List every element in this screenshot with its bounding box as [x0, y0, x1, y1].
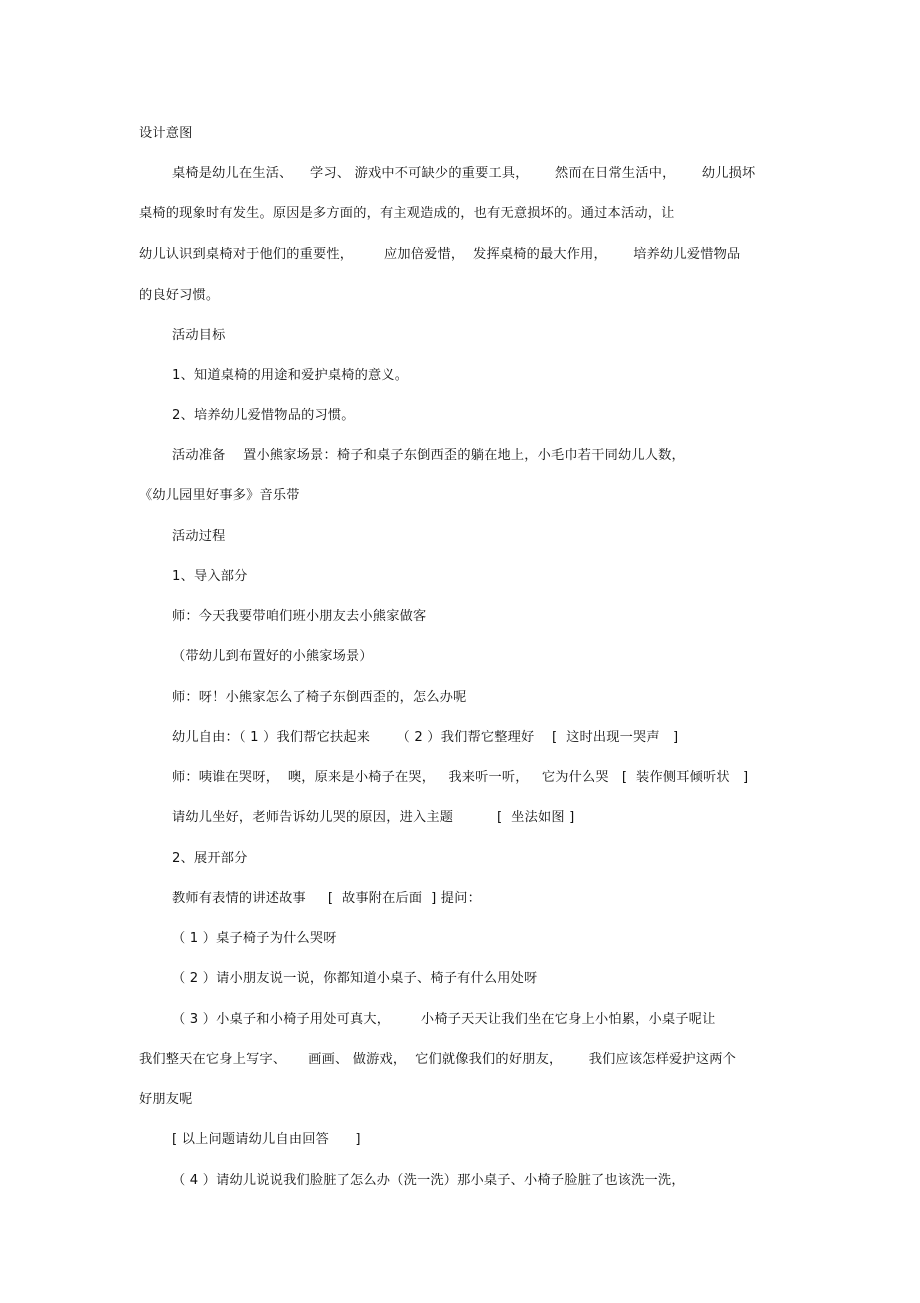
- dialogue-line: 师：咦谁在哭呀， 噢，原来是小椅子在哭， 我来听一听， 它为什么哭 [ 装作侧耳倾听状 ]: [172, 770, 749, 785]
- heading-design-intent: 设计意图: [139, 126, 193, 141]
- dialogue-line: 请幼儿坐好，老师告诉幼儿哭的原因，进入主题 [ 坐法如图 ]: [172, 810, 575, 825]
- list-item: 2、培养幼儿爱惜物品的习惯。: [172, 408, 355, 423]
- paragraph-line: 幼儿认识到桌椅对于他们的重要性， 应加倍爱惜， 发挥桌椅的最大作用， 培养幼儿爱惜物品: [139, 247, 741, 262]
- heading-activity-process: 活动过程: [172, 529, 226, 544]
- paragraph-line: 我们整天在它身上写字、 画画、 做游戏， 它们就像我们的好朋友， 我们应该怎样爱护这两个: [139, 1052, 736, 1067]
- paragraph-line: 的良好习惯。: [139, 288, 220, 303]
- paragraph-line: 活动准备 置小熊家场景：椅子和桌子东倒西歪的躺在地上，小毛巾若干同幼儿人数，: [172, 448, 685, 463]
- heading-activity-goals: 活动目标: [172, 328, 226, 343]
- dialogue-line: 幼儿自由：（ 1 ）我们帮它扶起来 （ 2 ）我们帮它整理好 [ 这时出现一哭声 ]: [172, 730, 679, 745]
- question-item: （ 4 ）请幼儿说说我们脸脏了怎么办（洗一洗）那小桌子、小椅子脸脏了也该洗一洗，: [172, 1173, 685, 1188]
- paragraph-line: 好朋友呢: [139, 1092, 193, 1107]
- dialogue-line: 师：呀！小熊家怎么了椅子东倒西歪的，怎么办呢: [172, 690, 467, 705]
- paragraph-line: 桌椅是幼儿在生活、 学习、 游戏中不可缺少的重要工具， 然而在日常生活中， 幼儿损坏: [172, 166, 756, 181]
- question-item: （ 2 ）请小朋友说一说，你都知道小桌子、椅子有什么用处呀: [172, 971, 538, 986]
- dialogue-line: 师：今天我要带咱们班小朋友去小熊家做客: [172, 609, 427, 624]
- note-line: [ 以上问题请幼儿自由回答 ]: [172, 1132, 361, 1147]
- question-item: （ 1 ）桌子椅子为什么哭呀: [172, 931, 337, 946]
- paragraph-line: 教师有表情的讲述故事 [ 故事附在后面 ] 提问：: [172, 891, 481, 906]
- section-heading: 2、展开部分: [172, 851, 248, 866]
- paragraph-line: 桌椅的现象时有发生。原因是多方面的，有主观造成的，也有无意损坏的。通过本活动，让: [139, 206, 675, 221]
- question-item: （ 3 ）小桌子和小椅子用处可真大， 小椅子天天让我们坐在它身上小怕累，小桌子呢让: [172, 1012, 716, 1027]
- section-heading: 1、导入部分: [172, 569, 248, 584]
- list-item: 1、知道桌椅的用途和爱护桌椅的意义。: [172, 368, 409, 383]
- paragraph-line: 《幼儿园里好事多》音乐带: [139, 488, 300, 503]
- dialogue-line: （带幼儿到布置好的小熊家场景）: [172, 649, 373, 664]
